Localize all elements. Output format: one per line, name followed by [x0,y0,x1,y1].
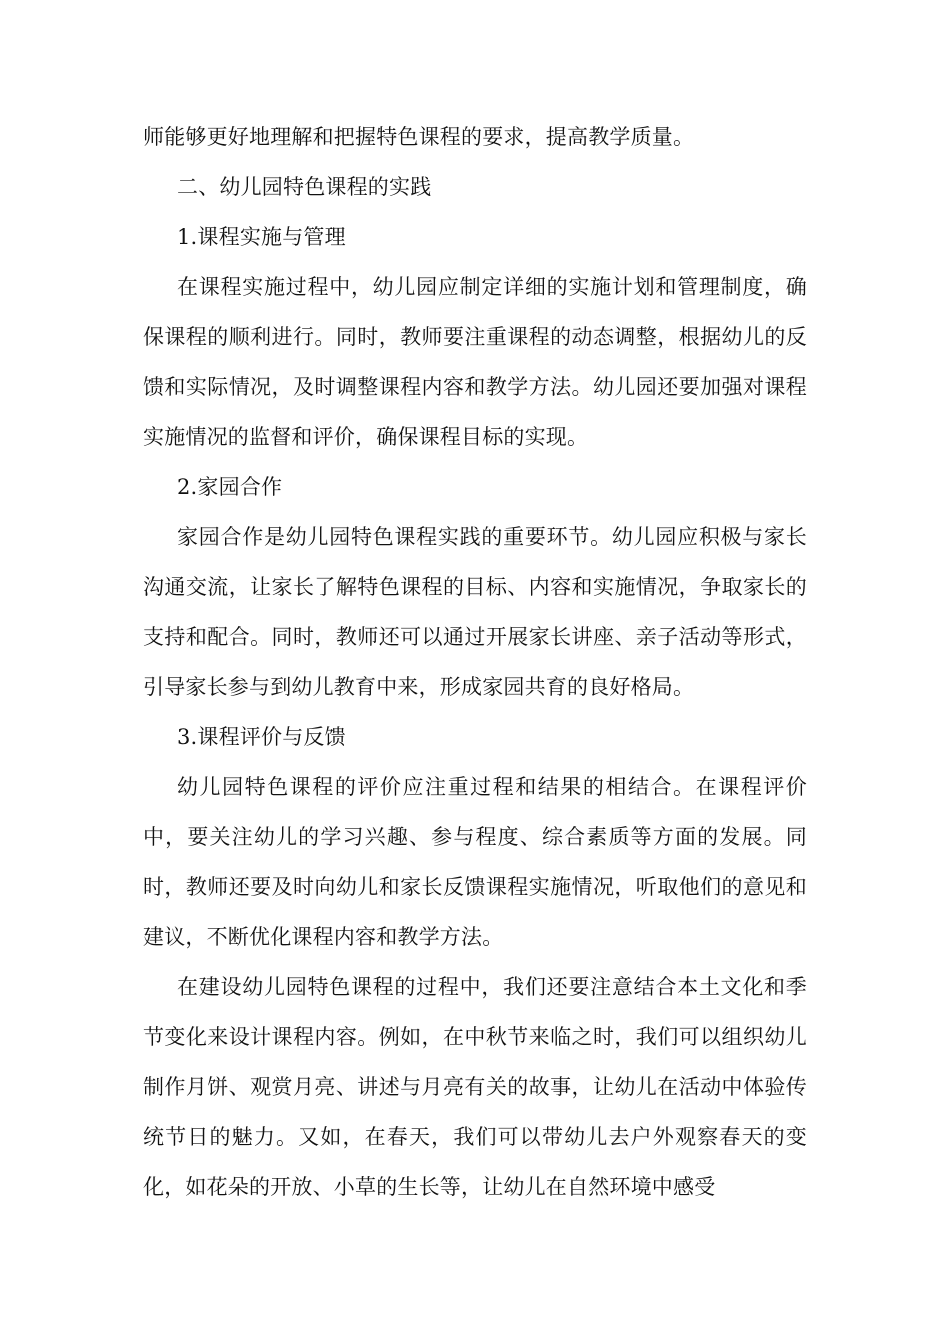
document-body [143,112,807,1212]
subheading-implementation: 1.课程实施与管理 [177,225,346,249]
subheading-evaluation: 3.课程评价与反馈 [177,725,346,749]
paragraph-home-school: 家园合作是幼儿园特色课程实践的重要环节。幼儿园应积极与家长沟通交流，让家长了解特色课程的目标、内容和实施情况，争取家长的支持和配合。同时，教师还可以通过开展家长讲座、亲子活动等形式，引导家长参与到幼儿教育中来，形成家园共育的良好格局。 [143,525,807,699]
paragraph-local-culture: 在建设幼儿园特色课程的过程中，我们还要注意结合本土文化和季节变化来设计课程内容。例如，在中秋节来临之时，我们可以组织幼儿制作月饼、观赏月亮、讲述与月亮有关的故事，让幼儿在活动中体验传统节日的魅力。又如，在春天，我们可以带幼儿去户外观察春天的变化，如花朵的开放、小草的生长等，让幼儿在自然环境中感受 [143,975,807,1199]
subheading-home-school: 2.家园合作 [177,475,283,499]
paragraph-implementation: 在课程实施过程中，幼儿园应制定详细的实施计划和管理制度，确保课程的顺利进行。同时，教师要注重课程的动态调整，根据幼儿的反馈和实际情况，及时调整课程内容和教学方法。幼儿园还要加强对课程实施情况的监督和评价，确保课程目标的实现。 [143,275,807,449]
paragraph-evaluation: 幼儿园特色课程的评价应注重过程和结果的相结合。在课程评价中，要关注幼儿的学习兴趣、参与程度、综合素质等方面的发展。同时，教师还要及时向幼儿和家长反馈课程实施情况，听取他们的意见和建议，不断优化课程内容和教学方法。 [143,775,807,949]
paragraph-continued: 师能够更好地理解和把握特色课程的要求，提高教学质量。 [143,125,695,149]
section-heading-practice: 二、幼儿园特色课程的实践 [177,175,432,199]
